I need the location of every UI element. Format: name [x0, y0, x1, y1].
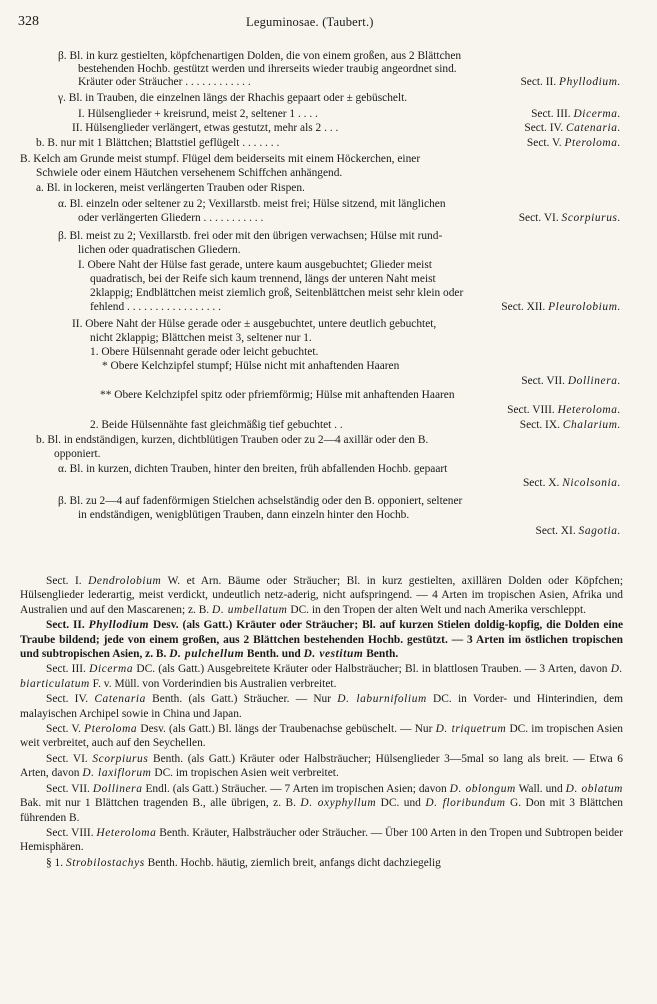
key-section-ref: Sect. IX. Chalarium.	[519, 419, 621, 431]
key-line: II. Obere Naht der Hülse gerade oder ± ausgebuchtet, untere deutlich gebuchtet,	[72, 318, 437, 330]
key-line: lichen oder quadratischen Gliedern.	[78, 244, 241, 256]
key-line: Schwiele oder einem Häutchen versehenem Schiffchen anhängend.	[36, 167, 343, 179]
key-line: b. Bl. in endständigen, kurzen, dichtblütigen Trauben oder zu 2—4 axillär oder den B.	[36, 434, 429, 446]
key-line: 1. Obere Hülsennaht gerade oder leicht gebuchtet.	[90, 346, 319, 358]
section-paragraph: Sect. III. Dicerma DC. (als Gatt.) Ausgebreitete Kräuter oder Halbsträucher; Bl. in blattlosen Trauben. — 3 Arten, davon D. biarticulatum F. v. Müll. von Vorderindien bis Australien verbreitet.	[20, 663, 623, 690]
key-section-ref: Sect. III. Dicerma.	[531, 108, 621, 120]
key-section-ref: Sect. VI. Scorpiurus.	[518, 212, 621, 224]
key-line: nicht 2klappig; Blättchen meist 3, seltener nur 1.	[90, 332, 312, 344]
section-paragraph: Sect. V. Pteroloma Desv. (als Gatt.) Bl. längs der Traubenachse gebüschelt. — Nur D. triquetrum DC. im tropischen Asien weit verbreitet, auch auf den Seychellen.	[20, 723, 623, 750]
section-paragraph: Sect. VI. Scorpiurus Benth. (als Gatt.) Kräuter oder Halbsträucher; Hülsenglieder 3—5mal so lang als breit. — Etwa 6 Arten, davon D. laxiflorum DC. im tropischen Asien weit verbreitet.	[20, 752, 623, 780]
section-paragraph: Sect. VII. Dollinera Endl. (als Gatt.) Sträucher. — 7 Arten im tropischen Asien; davon D. oblongum Wall. und D. oblatum Bak. mit nur 1 Blättchen tragenden B., alle übrigen, z. B. D. oxyphyllum DC. und D. floribundum G. Don mit 3 Blättchen führenden B.	[20, 782, 624, 824]
key-section-ref: Sect. XII. Pleurolobium.	[501, 301, 621, 313]
key-line: 2. Beide Hülsennähte fast gleichmäßig tief gebuchtet . .	[90, 419, 343, 431]
key-line: β. Bl. meist zu 2; Vexillarstb. frei oder mit den übrigen verwachsen; Hülse mit rund-	[58, 230, 443, 242]
running-title: Leguminosae. (Taubert.)	[246, 15, 374, 29]
section-descriptions	[20, 574, 623, 871]
key-section-ref: Sect. X. Nicolsonia.	[522, 477, 621, 489]
key-section-ref: Sect. XI. Sagotia.	[535, 525, 621, 537]
key-line: I. Hülsenglieder + kreisrund, meist 2, seltener 1 . . . .	[78, 108, 318, 120]
key-section-ref: Sect. VII. Dollinera.	[521, 375, 621, 387]
key-line: bestehenden Hochb. gestützt werden und ihrerseits wieder traubig angeordnet sind.	[78, 63, 457, 75]
key-section-ref: Sect. IV. Catenaria.	[524, 122, 621, 134]
key-line: oder verlängerten Gliedern . . . . . . . . . . .	[78, 212, 264, 224]
key-line: β. Bl. in kurz gestielten, köpfchenartigen Dolden, die von einem großen, aus 2 Blättchen	[58, 50, 462, 62]
section-paragraph: Sect. II. Phyllodium Desv. (als Gatt.) Kräuter oder Sträucher; Bl. auf kurzen Stielen doldig-kopfig, die Dolden eine Traube bildend; jede von einem großen, aus 2 Blättchen bestehenden Hochb. gestützt. — 3 Arten im östlichen tropischen und subtropischen Asien, z. B. D. pulchellum Benth. und D. vestitum Benth.	[20, 619, 623, 661]
key-line: γ. Bl. in Trauben, die einzelnen längs der Rhachis gepaart oder ± gebüschelt.	[58, 92, 408, 104]
key-line: opponiert.	[54, 448, 101, 460]
key-line: * Obere Kelchzipfel stumpf; Hülse nicht mit anhaftenden Haaren	[102, 360, 400, 372]
section-paragraph: Sect. IV. Catenaria Benth. (als Gatt.) Sträucher. — Nur D. laburnifolium DC. in Vorder- und Hinterindien, dem malayischen Archipel sowie in China und Japan.	[20, 693, 623, 720]
key-line: ** Obere Kelchzipfel spitz oder pfriemförmig; Hülse mit anhaftenden Haaren	[100, 389, 455, 401]
key-line: α. Bl. in kurzen, dichten Trauben, hinter den breiten, früh abfallenden Hochb. gepaart	[58, 463, 448, 475]
key-line: II. Hülsenglieder verlängert, etwas gestutzt, mehr als 2 . . .	[72, 122, 339, 134]
page-header	[18, 14, 623, 30]
key-line: fehlend . . . . . . . . . . . . . . . . .	[90, 301, 221, 313]
key-line: β. Bl. zu 2—4 auf fadenförmigen Stielchen achselständig oder den B. opponiert, seltener	[58, 495, 463, 507]
page-number: 328	[18, 14, 39, 29]
section-paragraph: § 1. Strobilostachys Benth. Hochb. häutig, ziemlich breit, anfangs dicht dachziegelig	[46, 856, 441, 869]
key-line: α. Bl. einzeln oder seltener zu 2; Vexillarstb. meist frei; Hülse sitzend, mit länglichen	[58, 198, 446, 210]
key-line: a. Bl. in lockeren, meist verlängerten Trauben oder Rispen.	[36, 182, 305, 194]
key-line: quadratisch, bei der Reife sich kaum trennend, längs der unteren Naht meist	[90, 273, 436, 285]
section-paragraph: Sect. I. Dendrolobium W. et Arn. Bäume oder Sträucher; Bl. in kurz gestielten, axillären Dolden oder Köpfchen; Hülsenglieder lederartig, meist verdickt, undeutlich netz-aderig, nicht aufspringend. — 4 Arten im tropischen Asien, Afrika und Australien und auf den Mascarenen; z. B. D. umbellatum DC. in den Tropen der alten Welt und nach Amerika verschleppt.	[20, 575, 623, 616]
key-line: I. Obere Naht der Hülse fast gerade, untere kaum ausgebuchtet; Glieder meist	[78, 259, 432, 271]
section-paragraph: Sect. VIII. Heteroloma Benth. Kräuter, Halbsträucher oder Sträucher. — Über 100 Arten in den Tropen und Subtropen beider Hemisphären.	[20, 826, 623, 854]
key-line: Kräuter oder Sträucher . . . . . . . . . . . .	[78, 76, 251, 88]
key-section-ref: Sect. V. Pteroloma.	[526, 137, 621, 149]
key-line: 2klappig; Endblättchen meist ziemlich groß, Seitenblättchen meist sehr klein oder	[90, 287, 464, 299]
key-section-ref: Sect. VIII. Heteroloma.	[507, 404, 621, 416]
key-line: b. B. nur mit 1 Blättchen; Blattstiel geflügelt . . . . . . .	[36, 137, 280, 149]
key-line: B. Kelch am Grunde meist stumpf. Flügel dem beiderseits mit einem Höckerchen, einer	[20, 153, 421, 165]
key-line: in endständigen, wenigblütigen Trauben, dann einzeln hinter den Hochb.	[78, 509, 410, 521]
key-section-ref: Sect. II. Phyllodium.	[520, 76, 621, 88]
